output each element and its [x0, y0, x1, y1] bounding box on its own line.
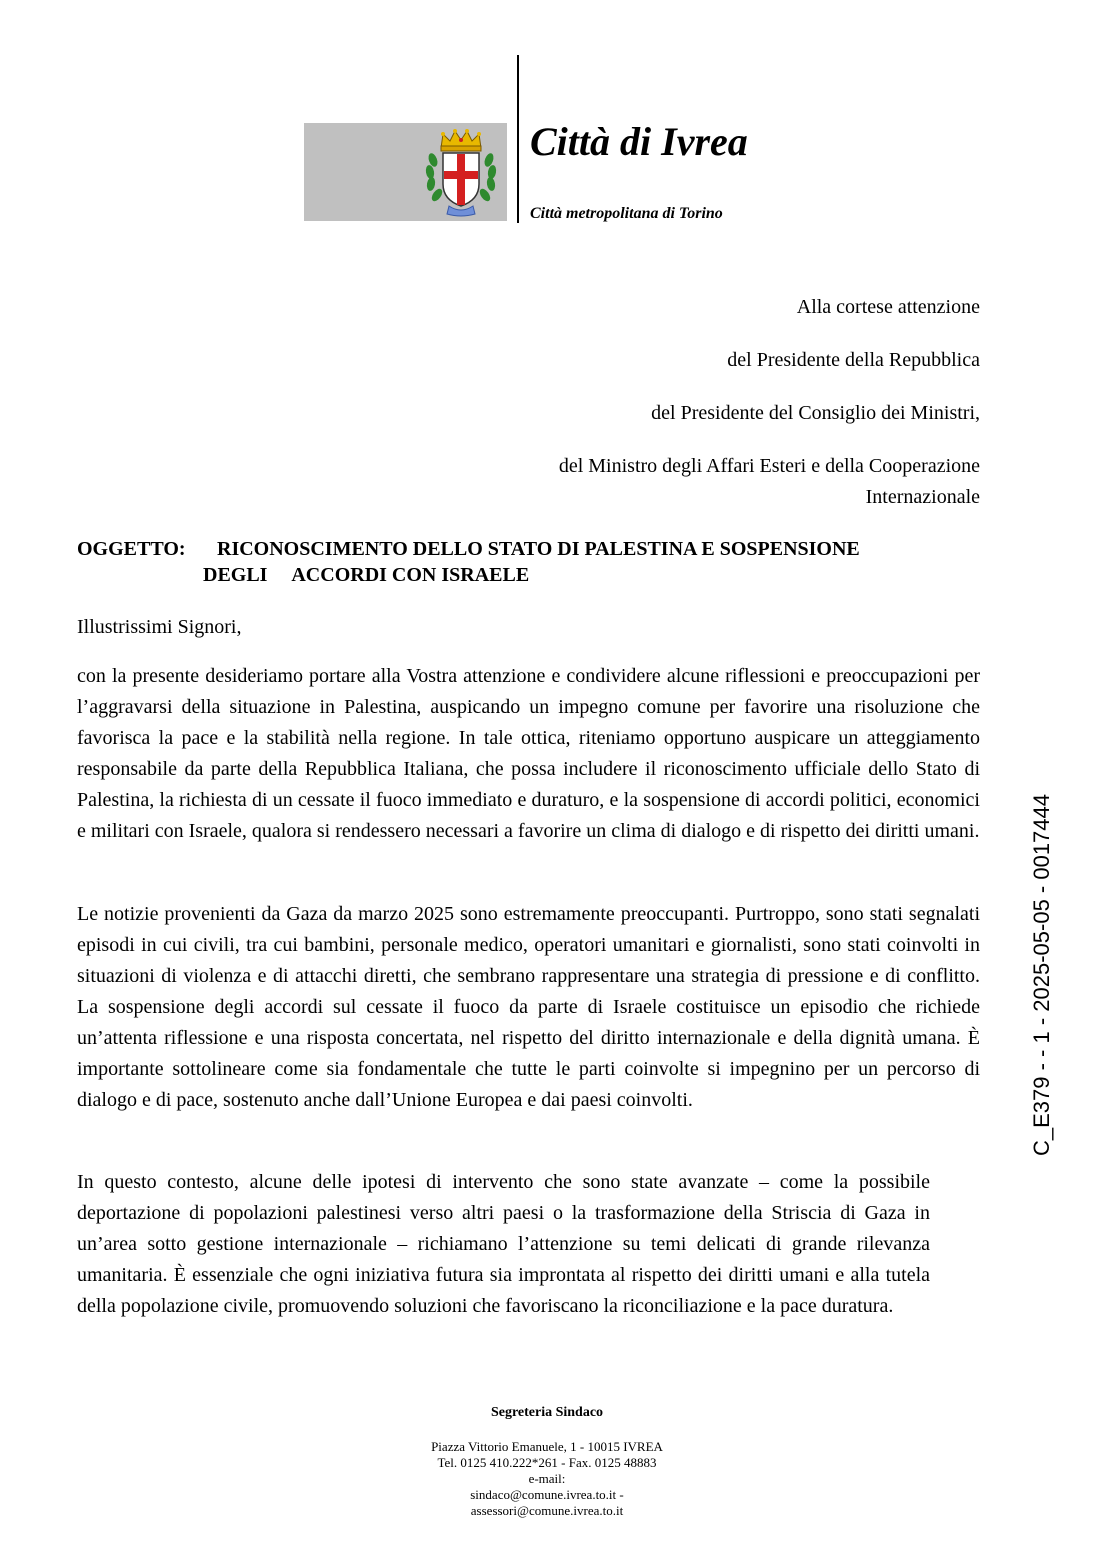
footer-email-link[interactable]: sindaco@comune.ivrea.to.it -: [470, 1487, 624, 1502]
city-subtitle: Città metropolitana di Torino: [530, 205, 723, 222]
addressee-line: Alla cortese attenzione: [796, 296, 980, 318]
addressee-line: Internazionale: [865, 486, 980, 508]
coat-of-arms-logo: [419, 126, 503, 218]
shield-icon: [443, 153, 479, 206]
subject-line: RICONOSCIMENTO DELLO STATO DI PALESTINA E SOSPENSIONE: [217, 538, 860, 560]
ribbon-icon: [447, 206, 475, 216]
addressee-line: del Presidente del Consiglio dei Ministri,: [651, 402, 980, 424]
footer-email-label: e-mail:: [528, 1471, 566, 1486]
greeting: Illustrissimi Signori,: [77, 616, 242, 638]
city-name: Città di Ivrea: [530, 119, 748, 164]
crown-icon: [441, 129, 481, 151]
footer-email-link[interactable]: assessori@comune.ivrea.to.it: [470, 1503, 624, 1518]
addressee-line: del Ministro degli Affari Esteri e della Cooperazione: [558, 455, 980, 477]
body-paragraph: In questo contesto, alcune delle ipotesi di intervento che sono state avanzate – come la possibile deportazione di popolazioni palestinesi verso altri paesi o la trasformazione della Striscia di Gaza in un’area sotto gestione internazionale – richiamano l’attenzione su temi delicati di grande rilevanza umanitaria. È essenziale che ogni iniziativa futura sia improntata al rispetto dei diritti umani e alla tutela della popolazione civile, promuovendo soluzioni che favoriscano la riconciliazione e la pace duratura.: [77, 1171, 930, 1317]
subject-line: DEGLI ACCORDI CON ISRAELE: [203, 564, 530, 586]
footer-contact: [397, 1439, 697, 1519]
addressee-line: del Presidente della Repubblica: [727, 349, 980, 371]
body-paragraph: con la presente desideriamo portare alla Vostra attenzione e condividere alcune riflessioni e preoccupazioni per l’aggravarsi della situazione in Palestina, auspicando un impegno comune per favorire una risoluzione che favorisca la pace e la stabilità nella regione. In tale ottica, riteniamo opportuno auspicare un atteggiamento responsabile da parte della Repubblica Italiana, che possa includere il riconoscimento ufficiale dello Stato di Palestina, la richiesta di un cessate il fuoco immediato e duraturo, e la sospensione di accordi politici, economici e militari con Israele, qualora si rendessero necessari a favorire un clima di dialogo e di rispetto dei diritti umani.: [77, 665, 980, 842]
footer-phone: Tel. 0125 410.222*261 - Fax. 0125 48883: [437, 1455, 657, 1470]
letter-subject: [77, 536, 977, 588]
subject-label: OGGETTO:: [77, 538, 186, 560]
header-divider: [517, 55, 519, 223]
protocol-number: C_E379 - - 1 - 2025-05-05 - 0017444: [1029, 793, 1054, 1157]
footer-title: Segreteria Sindaco: [490, 1405, 604, 1420]
body-paragraph: Le notizie provenienti da Gaza da marzo 2025 sono estremamente preoccupanti. Purtroppo, sono stati segnalati episodi in cui civili, tra cui bambini, personale medico, operatori umanitari e giornalisti, sono stati coinvolti in situazioni di violenza e di attacchi diretti, che sembrano rappresentare una strategia di pressione e di conflitto. La sospensione degli accordi sul cessate il fuoco da parte di Israele costituisce un episodio che richiede un’attenta riflessione e una risposta concertata, nel rispetto del diritto internazionale e della dignità umana. È importante sottolineare come sia fondamentale che tutte le parti coinvolte si impegnino per un percorso di dialogo e di pace, sostenuto anche dall’Unione Europea e dai paesi coinvolti.: [77, 903, 980, 1111]
footer-address: Piazza Vittorio Emanuele, 1 - 10015 IVREA: [431, 1439, 663, 1454]
